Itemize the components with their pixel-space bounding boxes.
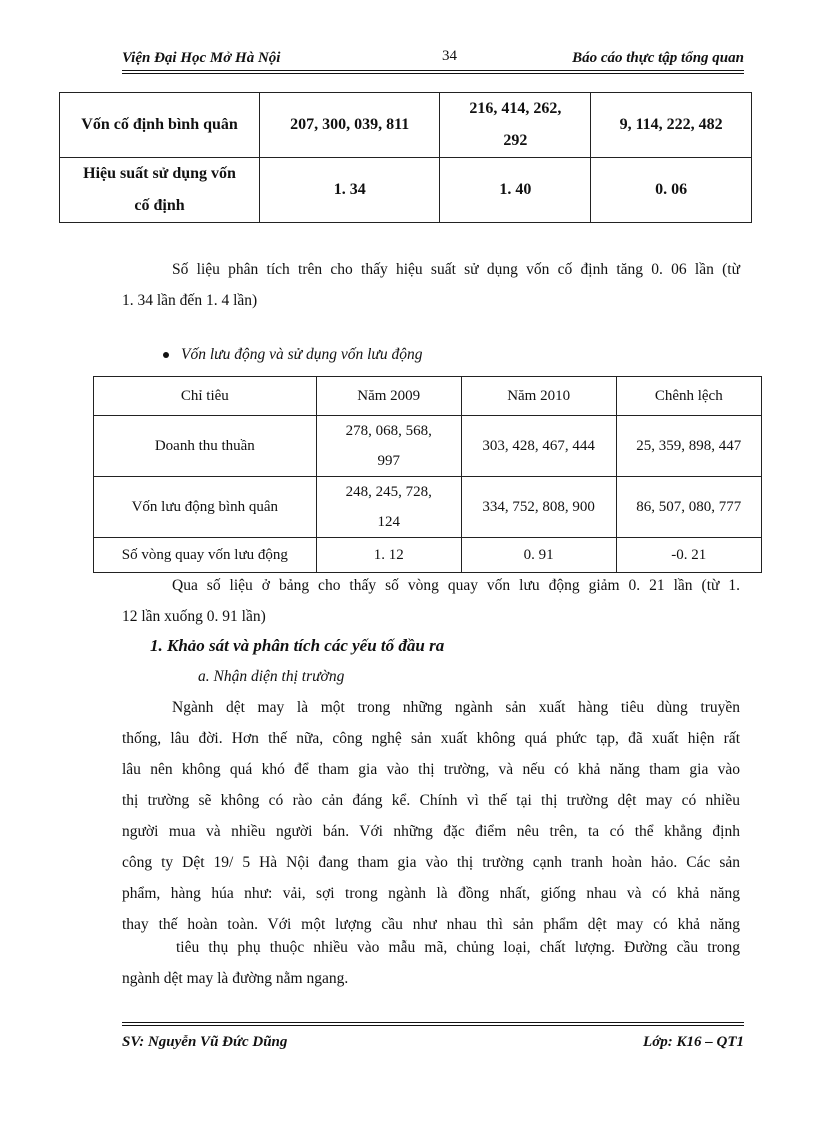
paragraph-line: người mua và nhiều người bán. Với những đặc điểm nêu trên, ta có thể khẳng định bbox=[122, 823, 740, 840]
paragraph-line: lâu nên không quá khó để tham gia vào thị trường, và nếu có khả năng tham gia vào bbox=[122, 761, 740, 778]
table-cell: 334, 752, 808, 900 bbox=[461, 477, 616, 538]
table-cell: 0. 91 bbox=[461, 538, 616, 573]
table-cell: 86, 507, 080, 777 bbox=[616, 477, 761, 538]
paragraph-line: Ngành dệt may là một trong những ngành sản xuất hàng tiêu dùng truyền bbox=[172, 699, 740, 716]
paragraph-line: tiêu thụ phụ thuộc nhiều vào mẫu mã, chủng loại, chất lượng. Đường cầu trong bbox=[176, 939, 740, 956]
section-heading: 1. Khảo sát và phân tích các yếu tố đầu ra bbox=[150, 636, 445, 655]
paragraph-line: phẩm, hàng húa như: vải, sợi trong ngành là đồng nhất, giống nhau và có khả năng bbox=[122, 885, 740, 902]
table-cell: -0. 21 bbox=[616, 538, 761, 573]
paragraph-line: 12 lần xuống 0. 91 lần) bbox=[122, 608, 266, 625]
working-capital-table bbox=[93, 376, 762, 573]
paragraph-line: thống, lâu đời. Hơn thế nữa, công nghệ sản xuất không quá phức tạp, đã xuất hiện rất bbox=[122, 730, 740, 747]
table-row bbox=[60, 158, 752, 223]
paragraph-line: thị trường sẽ không có rào cản đáng kể. Chính vì thế tại thị trường dệt may có nhiều bbox=[122, 792, 740, 809]
header-rule-2 bbox=[122, 73, 744, 74]
paragraph-line: thay thế hoàn toàn. Với một lượng cầu như nhau thì sản phẩm dệt may có khả năng bbox=[122, 916, 740, 933]
footer-student: SV: Nguyễn Vũ Đức Dũng bbox=[122, 1034, 288, 1050]
table-cell: 278, 068, 568, 997 bbox=[316, 416, 461, 477]
table-header-row bbox=[94, 377, 762, 416]
paragraph-demand bbox=[122, 932, 740, 994]
table-row bbox=[94, 538, 762, 573]
table-cell: 1. 34 bbox=[260, 158, 440, 223]
fixed-capital-table bbox=[59, 92, 752, 223]
table-cell: Vốn cố định bình quân bbox=[60, 93, 260, 158]
paragraph-line: Qua số liệu ở bảng cho thấy số vòng quay vốn lưu động giảm 0. 21 lần (từ 1. bbox=[172, 577, 740, 594]
table-cell: Vốn lưu động bình quân bbox=[94, 477, 317, 538]
footer-class: Lớp: K16 – QT1 bbox=[643, 1034, 744, 1050]
subsection-heading: a. Nhận diện thị trường bbox=[198, 668, 345, 685]
table-row bbox=[60, 93, 752, 158]
table-cell: Doanh thu thuần bbox=[94, 416, 317, 477]
table-cell: 0. 06 bbox=[591, 158, 752, 223]
header-report-title: Báo cáo thực tập tổng quan bbox=[572, 50, 744, 66]
column-header: Chỉ tiêu bbox=[94, 377, 317, 416]
table-cell: Số vòng quay vốn lưu động bbox=[94, 538, 317, 573]
page-header bbox=[122, 48, 744, 70]
paragraph-working-capital bbox=[122, 570, 740, 632]
table-row bbox=[94, 477, 762, 538]
page-number: 34 bbox=[442, 48, 457, 64]
table-cell: 1. 12 bbox=[316, 538, 461, 573]
header-rule bbox=[122, 70, 744, 71]
paragraph-line: 1. 34 lần đến 1. 4 lần) bbox=[122, 292, 258, 309]
bullet-text: Vốn lưu động và sử dụng vốn lưu động bbox=[181, 346, 423, 363]
bullet-working-capital bbox=[163, 346, 422, 364]
column-header: Chênh lệch bbox=[616, 377, 761, 416]
table-cell: 216, 414, 262, 292 bbox=[440, 93, 591, 158]
column-header: Năm 2009 bbox=[316, 377, 461, 416]
table-cell: 25, 359, 898, 447 bbox=[616, 416, 761, 477]
table-cell: 303, 428, 467, 444 bbox=[461, 416, 616, 477]
table-cell: 207, 300, 039, 811 bbox=[260, 93, 440, 158]
table-row bbox=[94, 416, 762, 477]
paragraph-market bbox=[122, 692, 740, 940]
table-cell: 9, 114, 222, 482 bbox=[591, 93, 752, 158]
paragraph-fixed-capital bbox=[122, 254, 740, 316]
table-cell: 248, 245, 728, 124 bbox=[316, 477, 461, 538]
table-cell: 1. 40 bbox=[440, 158, 591, 223]
header-institution: Viện Đại Học Mở Hà Nội bbox=[122, 50, 281, 66]
table-cell: Hiệu suất sử dụng vốn cố định bbox=[60, 158, 260, 223]
paragraph-line: ngành dệt may là đường nằm ngang. bbox=[122, 970, 349, 987]
footer-rule bbox=[122, 1022, 744, 1023]
bullet-icon bbox=[163, 352, 169, 358]
paragraph-line: công ty Dệt 19/ 5 Hà Nội đang tham gia vào thị trường cạnh tranh hoàn hảo. Các sản bbox=[122, 854, 740, 871]
page-footer bbox=[122, 1034, 744, 1051]
paragraph-line: Số liệu phân tích trên cho thấy hiệu suất sử dụng vốn cố định tăng 0. 06 lần (từ bbox=[172, 261, 740, 278]
column-header: Năm 2010 bbox=[461, 377, 616, 416]
footer-rule-2 bbox=[122, 1025, 744, 1026]
